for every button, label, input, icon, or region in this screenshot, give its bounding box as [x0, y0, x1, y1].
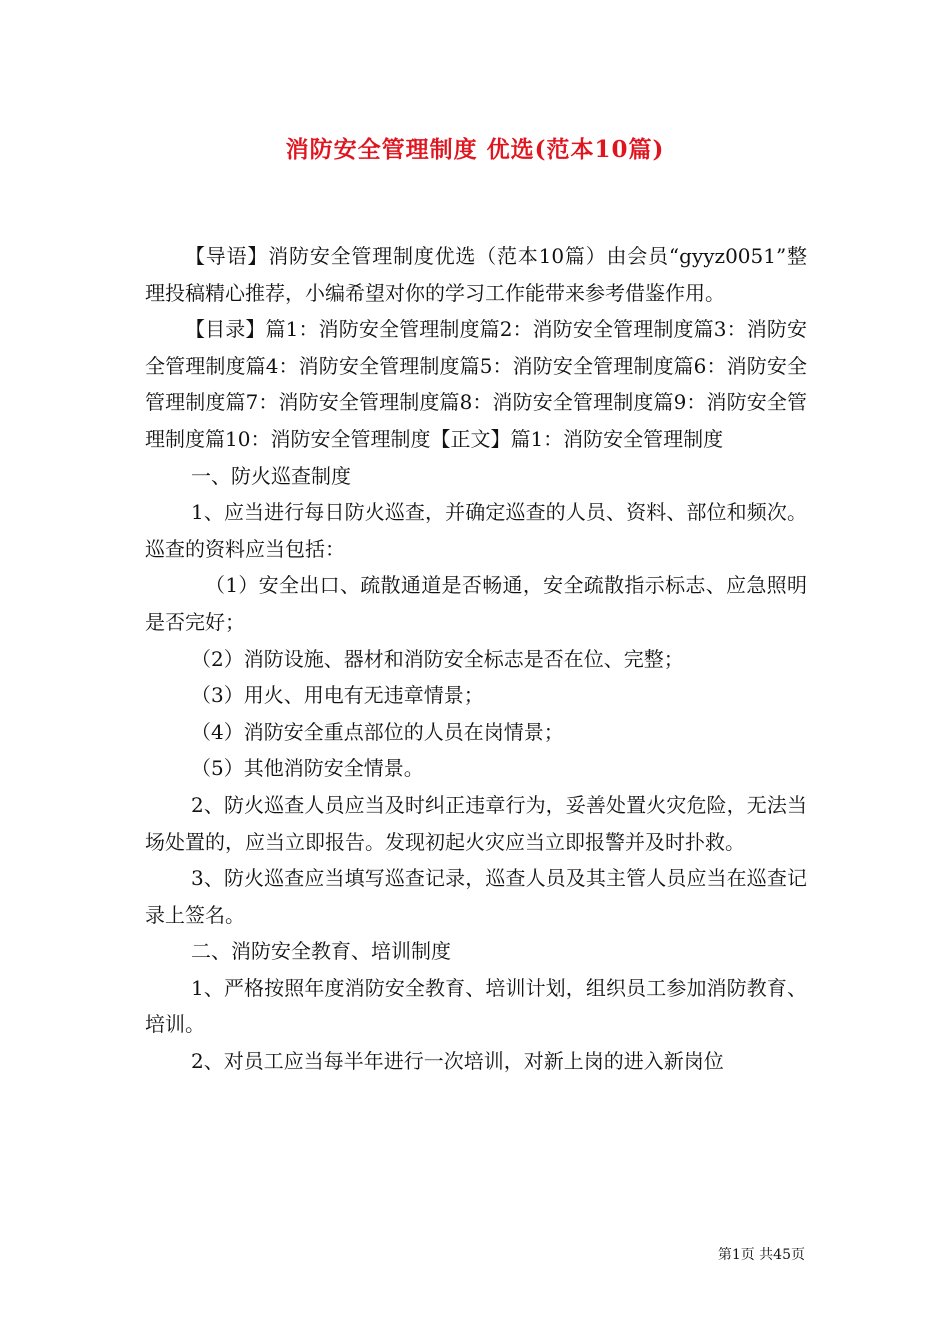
paragraph-intro: 【导语】消防安全管理制度优选（范本10篇）由会员“gyyz0051”整理投稿精心推荐，小编希望对你的学习工作能带来参考借鉴作用。: [145, 244, 807, 305]
list-item: （3）用火、用电有无违章情景；: [191, 683, 484, 708]
list-item: （1）安全出口、疏散通道是否畅通，安全疏散指示标志、应急照明是否完好；: [145, 573, 807, 634]
paragraph: 2、防火巡查人员应当及时纠正违章行为，妥善处置火灾危险，无法当场处置的，应当立即报告。发现初起火灾应当立即报警并及时扑救。: [145, 792, 807, 854]
page-footer: 第1页 共45页: [717, 1247, 805, 1263]
paragraph: 3、防火巡查应当填写巡查记录，巡查人员及其主管人员应当在巡查记录上签名。: [145, 866, 807, 927]
document-title: 消防安全管理制度 优选(范本10篇): [285, 136, 665, 163]
document-body: [145, 238, 807, 1080]
section-heading: 一、防火巡查制度: [191, 463, 351, 488]
list-item: （5）其他消防安全情景。: [191, 756, 424, 781]
paragraph: 1、严格按照年度消防安全教育、培训计划，组织员工参加消防教育、培训。: [145, 975, 807, 1037]
section-heading: 二、消防安全教育、培训制度: [191, 939, 451, 964]
paragraph-toc: 【目录】篇1：消防安全管理制度篇2：消防安全管理制度篇3：消防安全管理制度篇4：消防安全管理制度篇5：消防安全管理制度篇6：消防安全管理制度篇7：消防安全管理制度篇8：消防安全管理制度篇9：消防安全管理制度篇10：消防安全管理制度【正文】篇1：消防安全管理制度: [145, 317, 807, 451]
paragraph: 2、对员工应当每半年进行一次培训，对新上岗的进入新岗位: [191, 1049, 724, 1074]
paragraph: 1、应当进行每日防火巡查，并确定巡查的人员、资料、部位和频次。巡查的资料应当包括：: [145, 500, 807, 561]
list-item: （4）消防安全重点部位的人员在岗情景；: [191, 719, 564, 744]
list-item: （2）消防设施、器材和消防安全标志是否在位、完整；: [191, 646, 684, 671]
